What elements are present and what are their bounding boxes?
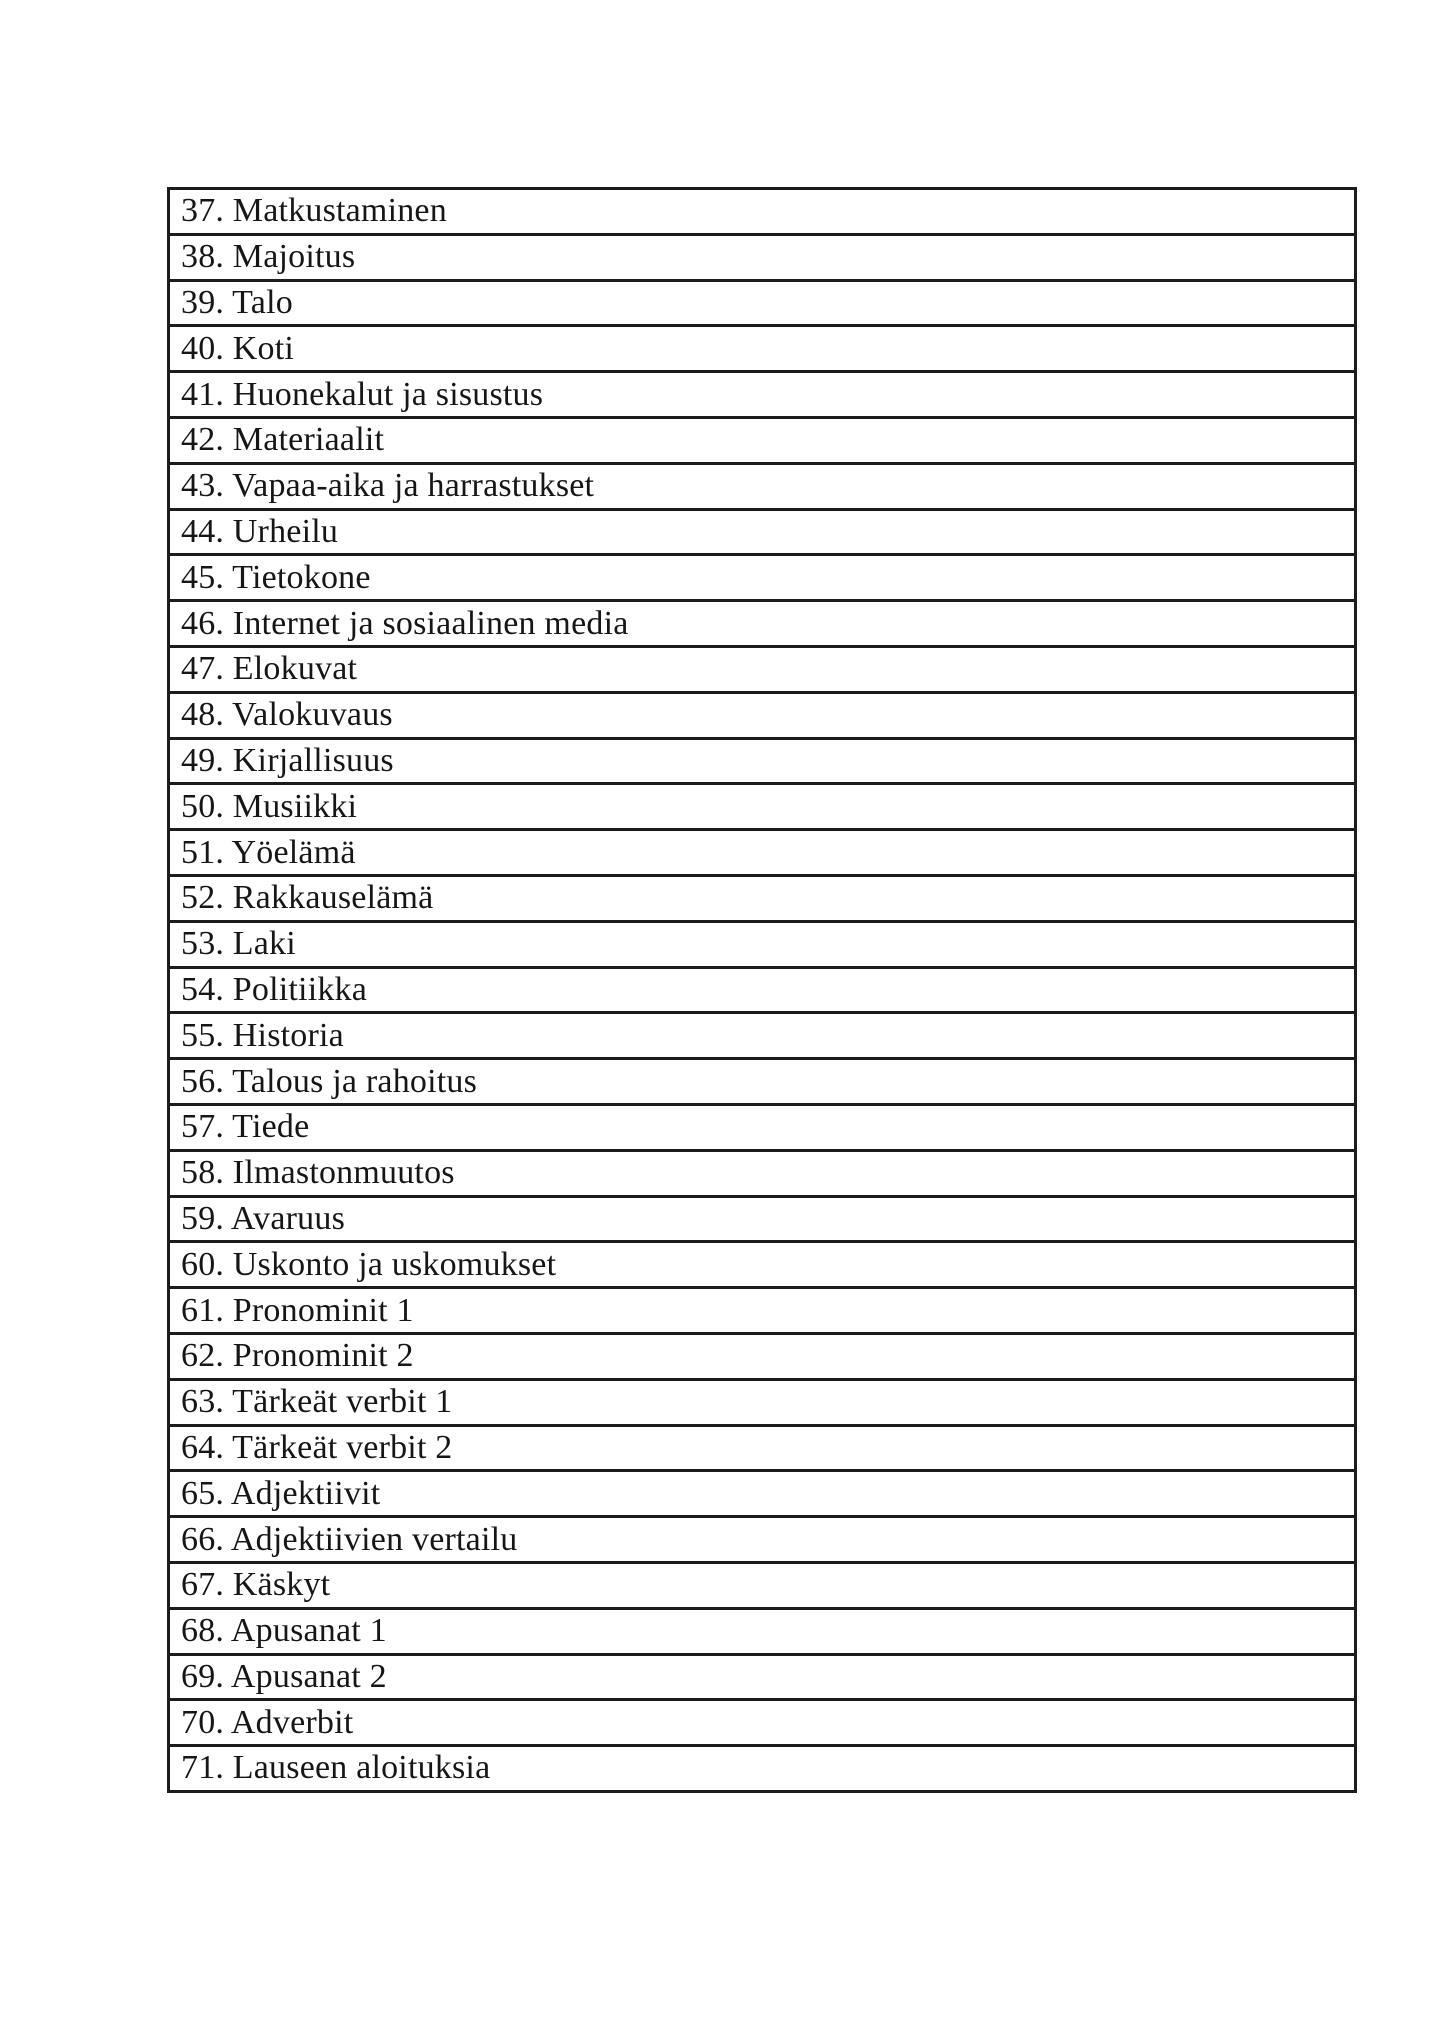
table-row: 38. Majoitus (170, 236, 1354, 282)
table-row: 56. Talous ja rahoitus (170, 1060, 1354, 1106)
table-row: 43. Vapaa-aika ja harrastukset (170, 465, 1354, 511)
table-row: 48. Valokuvaus (170, 694, 1354, 740)
table-row: 62. Pronominit 2 (170, 1335, 1354, 1381)
table-row: 63. Tärkeät verbit 1 (170, 1381, 1354, 1427)
table-row: 55. Historia (170, 1014, 1354, 1060)
table-row: 54. Politiikka (170, 969, 1354, 1015)
table-row: 45. Tietokone (170, 556, 1354, 602)
table-row: 51. Yöelämä (170, 831, 1354, 877)
table-row: 58. Ilmastonmuutos (170, 1152, 1354, 1198)
table-row: 57. Tiede (170, 1106, 1354, 1152)
table-row: 39. Talo (170, 282, 1354, 328)
table-row: 65. Adjektiivit (170, 1472, 1354, 1518)
table-row: 47. Elokuvat (170, 648, 1354, 694)
table-row: 67. Käskyt (170, 1564, 1354, 1610)
contents-table (167, 187, 1357, 1793)
table-row: 60. Uskonto ja uskomukset (170, 1243, 1354, 1289)
table-row: 59. Avaruus (170, 1198, 1354, 1244)
table-row: 68. Apusanat 1 (170, 1610, 1354, 1656)
table-row: 71. Lauseen aloituksia (181, 1749, 491, 1787)
table-row: 53. Laki (170, 923, 1354, 969)
table-row: 41. Huonekalut ja sisustus (170, 373, 1354, 419)
table-row: 46. Internet ja sosiaalinen media (170, 602, 1354, 648)
table-row: 37. Matkustaminen (170, 190, 1354, 236)
table-row: 69. Apusanat 2 (170, 1656, 1354, 1702)
table-row: 42. Materiaalit (170, 419, 1354, 465)
table-row: 70. Adverbit (170, 1701, 1354, 1747)
table-row: 50. Musiikki (170, 785, 1354, 831)
table-row: 61. Pronominit 1 (170, 1289, 1354, 1335)
table-row: 52. Rakkauselämä (170, 877, 1354, 923)
table-row: 40. Koti (170, 327, 1354, 373)
table-row: 49. Kirjallisuus (170, 740, 1354, 786)
table-row: 66. Adjektiivien vertailu (170, 1518, 1354, 1564)
table-row: 44. Urheilu (170, 511, 1354, 557)
table-row: 64. Tärkeät verbit 2 (170, 1427, 1354, 1473)
